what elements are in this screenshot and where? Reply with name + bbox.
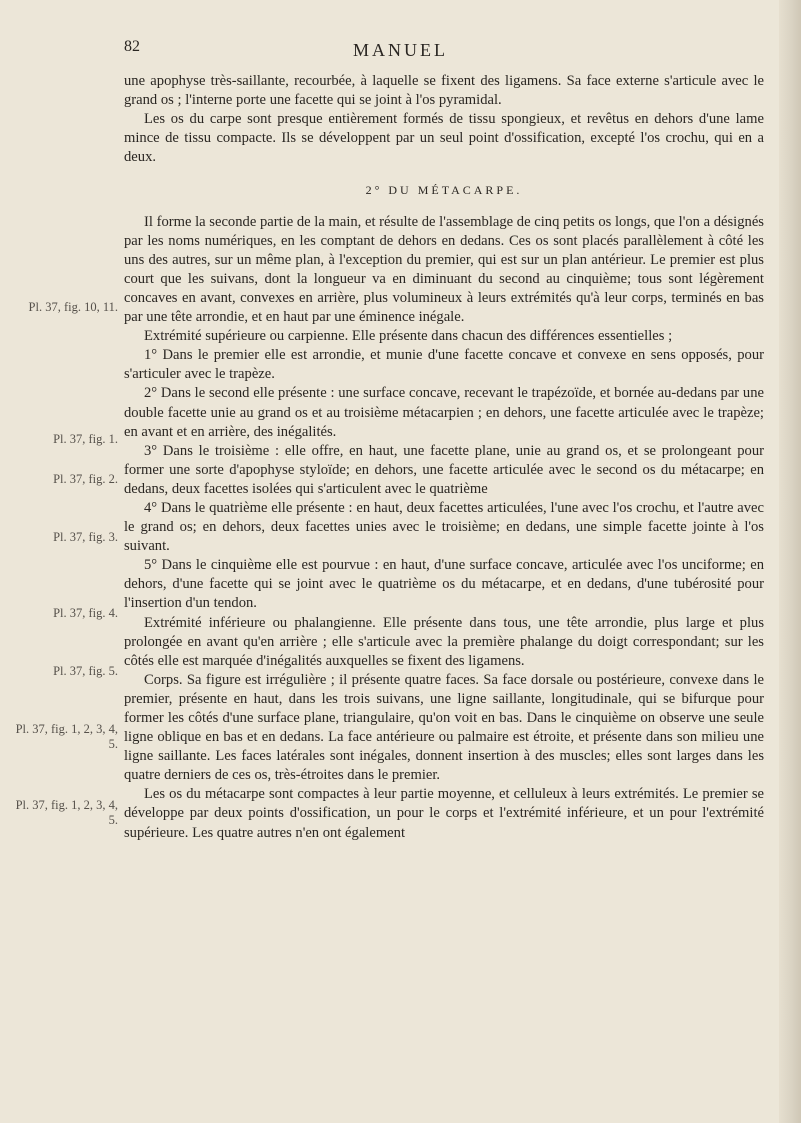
- margin-note: Pl. 37, fig. 5.: [53, 664, 118, 678]
- page-number: 82: [124, 38, 140, 55]
- margin-note: Pl. 37, fig. 1, 2, 3, 4, 5.: [15, 722, 118, 751]
- margin-note: Pl. 37, fig. 1, 2, 3, 4, 5.: [15, 798, 118, 827]
- margin-note: Pl. 37, fig. 4.: [53, 606, 118, 620]
- paragraph: Les os du carpe sont presque entièrement formés de tissu spongieux, et revêtus en dehors d'une lame mince de tissu compacte. Ils se développent par un seul point d'ossification, excepté l'os crochu, qui en a deux.: [124, 111, 764, 166]
- paragraph: 4° Dans le quatrième elle présente : en haut, deux facettes articulées, l'une avec l'os crochu, et l'autre avec le grand os; en dehors, deux facettes unies avec le troisième; en dedans, une simple facette jointe à l'os suivant.: [124, 499, 764, 555]
- page-edge: [779, 0, 801, 1123]
- paragraph: Il forme la seconde partie de la main, et résulte de l'assemblage de cinq petits os longs, que l'on a désignés par les noms numériques, en les comptant de dehors en dedans. Ces os sont placés parallèlement à côté les uns des autres, sur un même plan, à l'exception du premier, qui est sur un plan antérieur. Le premier est plus court que les suivans, dont la longueur va en diminuant du second au cinquième; tous sont légèrement concaves en avant, convexes en arrière, plus volumineux à leurs extrémités qu'à leur corps, terminés en bas par une tête arrondie, et en haut par une éminence inégale.: [124, 213, 764, 326]
- paragraph: 5° Dans le cinquième elle est pourvue : en haut, d'une surface concave, articulée avec l'os unciforme; en dehors, d'une facette qui se joint avec le quatrième os du métacarpe, et en dedans, d'une tubérosité pour l'insertion d'un tendon.: [124, 557, 764, 612]
- paragraph: Extrémité inférieure ou phalangienne. Elle présente dans tous, une tête arrondie, plus large et plus prolongée en avant qu'en arrière ; elle s'articule avec la première phalange du doigt correspondant; sur les côtés elle est marquée d'inégalités auxquelles se fixent des ligamens.: [124, 614, 764, 669]
- margin-note: Pl. 37, fig. 2.: [53, 472, 118, 486]
- paragraph: Corps. Sa figure est irrégulière ; il présente quatre faces. Sa face dorsale ou postérieure, convexe dans le premier, présente en haut, dans les trois suivans, une ligne saillante, longitudinale, qui se bifurque pour former les côtés d'une surface plane, triangulaire, qu'on voit en bas. Dans le cinquième on observe une seule ligne oblique en bas et en dedans. La face antérieure ou palmaire est étroite, et présente dans son milieu une ligne saillante. Les faces latérales sont inégales, donnent insertion à des muscles; elles sont larges dans les quatre derniers de ces os, très-étroites dans le premier.: [124, 671, 764, 784]
- paragraph: 1° Dans le premier elle est arrondie, et munie d'une facette concave et convexe en sens opposés, pour s'articuler avec le trapèze.: [124, 347, 764, 383]
- paragraph: Les os du métacarpe sont compactes à leur partie moyenne, et celluleux à leurs extrémités. Le premier se développe par deux points d'ossification, un pour le corps et l'extrémité inférieure, et un pour l'extrémité supérieure. Les quatre autres n'en ont également: [124, 786, 764, 841]
- paragraph: Extrémité supérieure ou carpienne. Elle présente dans chacun des différences essentielles ;: [144, 328, 673, 345]
- section-heading: 2° DU MÉTACARPE.: [365, 183, 523, 198]
- margin-note: Pl. 37, fig. 3.: [53, 530, 118, 544]
- margin-note: Pl. 37, fig. 1.: [53, 432, 118, 446]
- paragraph: une apophyse très-saillante, recourbée, à laquelle se fixent des ligamens. Sa face externe s'articule avec le grand os ; l'interne porte une facette qui se joint à l'os pyramidal.: [124, 73, 764, 109]
- body-text: [124, 72, 764, 843]
- paragraph: 3° Dans le troisième : elle offre, en haut, une facette plane, unie au grand os, et se prolongeant pour former une sorte d'apophyse styloïde; en dehors, une facette articulée avec le second os du métacarpe; en dedans, deux facettes isolées qui s'articulent avec le quatrième: [124, 442, 764, 497]
- running-title: MANUEL: [353, 40, 448, 60]
- paragraph: 2° Dans le second elle présente : une surface concave, recevant le trapézoïde, et bornée au-dedans par une double facette unie au grand os et au troisième métacarpien ; en dehors, une facette articulée avec le trapèze; en avant et en arrière, des inégalités.: [124, 385, 764, 440]
- margin-note: Pl. 37, fig. 10, 11.: [28, 300, 118, 314]
